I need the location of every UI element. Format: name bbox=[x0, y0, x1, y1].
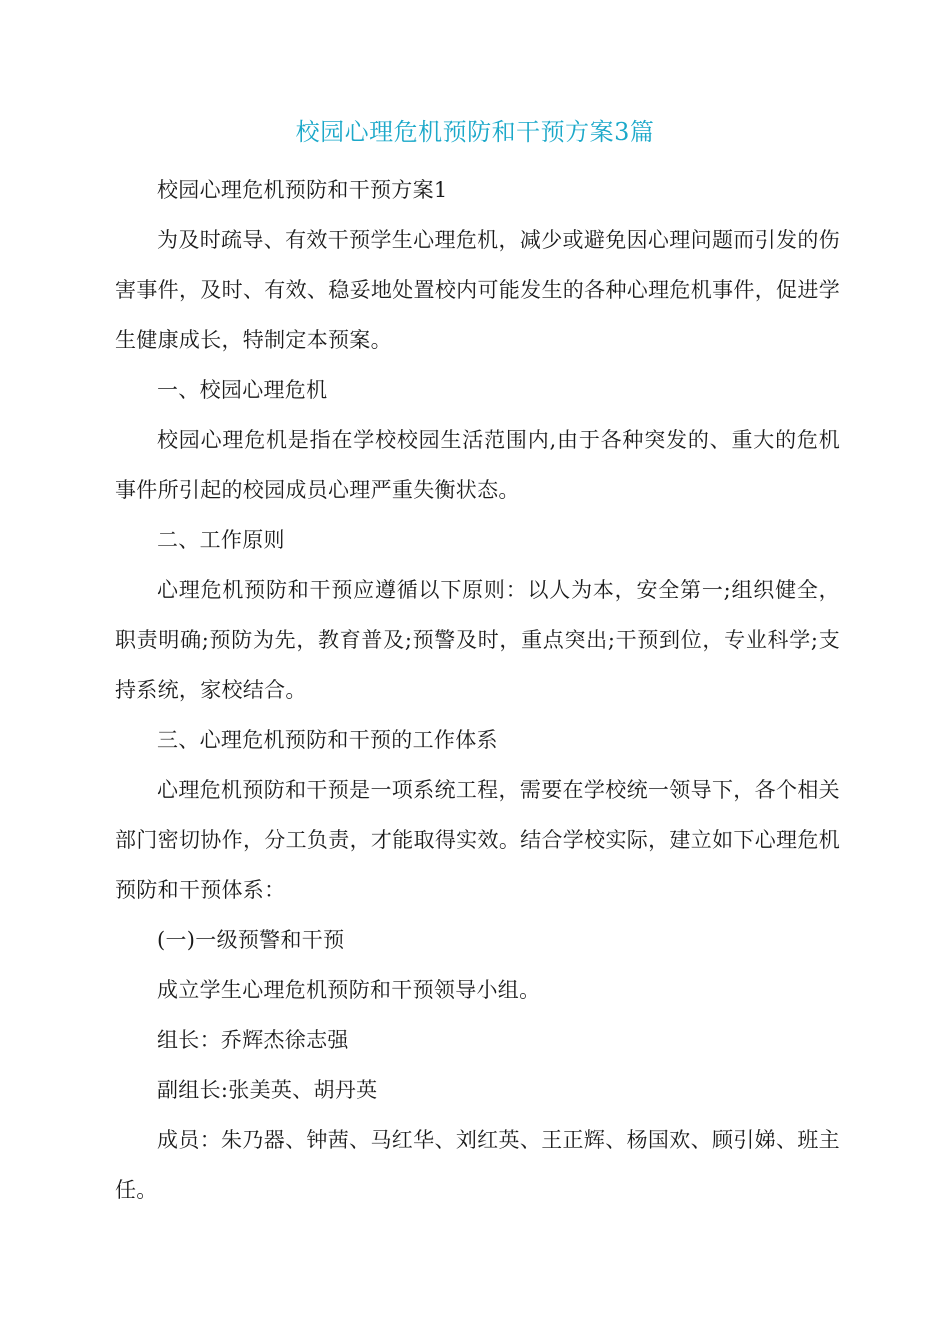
paragraph: 校园心理危机预防和干预方案1 bbox=[157, 178, 448, 202]
section-heading: 三、心理危机预防和干预的工作体系 bbox=[157, 728, 498, 752]
document-body bbox=[115, 165, 840, 1215]
paragraph: 心理危机预防和干预是一项系统工程，需要在学校统一领导下，各个相关部门密切协作，分工负责，才能取得实效。结合学校实际，建立如下心理危机预防和干预体系： bbox=[115, 778, 840, 902]
section-heading: 一、校园心理危机 bbox=[157, 378, 328, 402]
subsection-heading: (一)一级预警和干预 bbox=[157, 928, 345, 952]
paragraph: 成员：朱乃器、钟茜、马红华、刘红英、王正辉、杨国欢、顾引娣、班主任。 bbox=[115, 1128, 840, 1202]
paragraph: 成立学生心理危机预防和干预领导小组。 bbox=[157, 978, 541, 1002]
paragraph: 为及时疏导、有效干预学生心理危机，减少或避免因心理问题而引发的伤害事件，及时、有效、稳妥地处置校内可能发生的各种心理危机事件，促进学生健康成长，特制定本预案。 bbox=[115, 228, 840, 352]
paragraph: 校园心理危机是指在学校校园生活范围内,由于各种突发的、重大的危机事件所引起的校园成员心理严重失衡状态。 bbox=[115, 428, 840, 502]
paragraph: 组长：乔辉杰徐志强 bbox=[157, 1028, 349, 1052]
document-title: 校园心理危机预防和干预方案3篇 bbox=[295, 118, 655, 146]
section-heading: 二、工作原则 bbox=[157, 528, 285, 552]
paragraph: 副组长:张美英、胡丹英 bbox=[157, 1078, 378, 1102]
paragraph: 心理危机预防和干预应遵循以下原则：以人为本，安全第一;组织健全，职责明确;预防为先，教育普及;预警及时，重点突出;干预到位，专业科学;支持系统，家校结合。 bbox=[115, 578, 840, 702]
